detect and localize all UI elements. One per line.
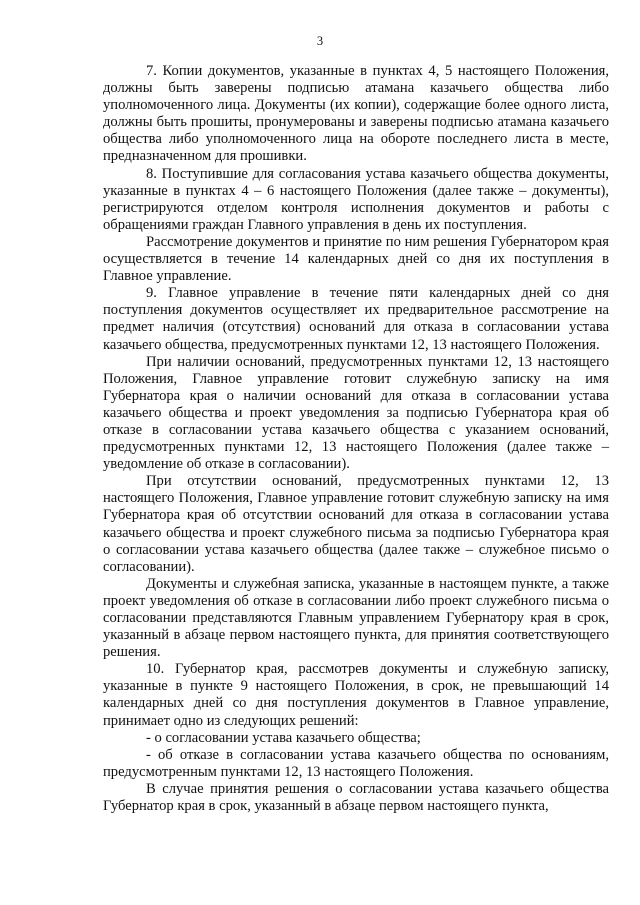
list-item-refusal: - об отказе в согласовании устава казачьего общества по основаниям, предусмотренным пунктами 12, 13 настоящего Положения. — [103, 746, 609, 780]
paragraph-10-approval-case: В случае принятия решения о согласовании устава казачьего общества Губернатор края в срок, указанный в абзаце первом настоящего пункта, — [103, 780, 609, 815]
paragraph-9: 9. Главное управление в течение пяти календарных дней со дня поступления документов осуществляет их предварительное рассмотрение на предмет наличия (отсутствия) оснований для отказа в согласовании устава казачьего общества, предусмотренных пунктами 12, 13 настоящего Положения. — [103, 285, 609, 353]
document-body — [103, 63, 609, 815]
page-number: 3 — [316, 34, 324, 48]
paragraph-9-submission: Документы и служебная записка, указанные в настоящем пункте, а также проект уведомления об отказе в согласовании либо проект служебного письма о согласовании представляются Главным управлением Губернатору края в срок, указанный в абзаце первом настоящего пункта, для принятия соответствующего решения. — [103, 575, 609, 661]
paragraph-8-review-term: Рассмотрение документов и принятие по ним решения Губернатором края осуществляется в течение 14 календарных дней со дня их поступления в Главное управление. — [103, 233, 609, 285]
paragraph-7: 7. Копии документов, указанные в пунктах 4, 5 настоящего Положения, должны быть заверены подписью атамана казачьего общества либо уполномоченного лица. Документы (их копии), содержащие более одного листа, должны быть прошиты, пронумерованы и заверены подписью атамана казачьего общества либо уполномоченного лица на обороте последнего листа в месте, предназначенном для прошивки. — [103, 63, 609, 165]
paragraph-9-grounds-present: При наличии оснований, предусмотренных пунктами 12, 13 настоящего Положения, Главное управление готовит служебную записку на имя Губернатора края о наличии оснований для отказа в согласовании устава казачьего общества и проект уведомления за подписью Губернатора края об отказе в согласовании устава казачьего общества с указанием оснований, предусмотренных пунктами 12, 13 настоящего Положения (далее также – уведомление об отказе в согласовании). — [103, 353, 609, 473]
paragraph-8: 8. Поступившие для согласования устава казачьего общества документы, указанные в пунктах 4 – 6 настоящего Положения (далее также – документы), регистрируются отделом контроля исполнения документов и работы с обращениями граждан Главного управления в день их поступления. — [103, 165, 609, 233]
paragraph-10: 10. Губернатор края, рассмотрев документы и служебную записку, указанные в пункте 9 настоящего Положения, в срок, не превышающий 14 календарных дней со дня поступления документов в Главное управление, принимает одно из следующих решений: — [103, 661, 609, 729]
paragraph-9-grounds-absent: При отсутствии оснований, предусмотренных пунктами 12, 13 настоящего Положения, Главное управление готовит служебную записку на имя Губернатора края об отсутствии оснований для отказа в согласовании устава казачьего общества и проект служебного письма за подписью Губернатора края о согласовании устава казачьего общества (далее также – служебное письмо о согласовании). — [103, 473, 609, 575]
list-item-approval: - о согласовании устава казачьего общества; — [146, 729, 421, 746]
